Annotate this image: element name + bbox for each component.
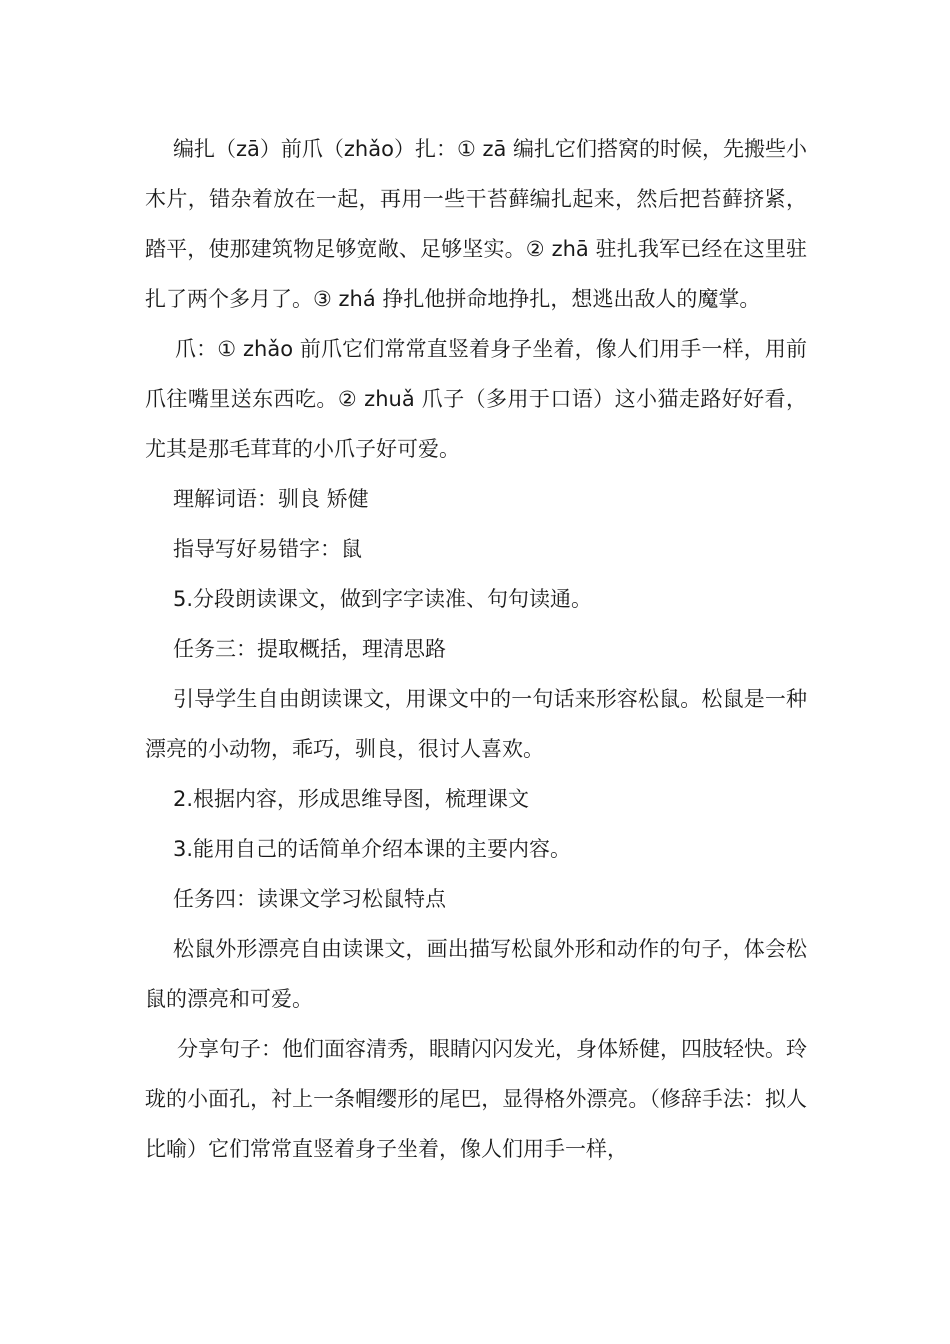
- paragraph-guide-reading: 引导学生自由朗读课文，用课文中的一句话来形容松鼠。松鼠是一种漂亮的小动物，乖巧，驯良，很讨人喜欢。: [145, 687, 807, 761]
- paragraph-appearance: 松鼠外形漂亮自由读课文，画出描写松鼠外形和动作的句子，体会松鼠的漂亮和可爱。: [145, 937, 807, 1011]
- document-page: [145, 124, 807, 1174]
- paragraph-polyphone-zha: 编扎（zā）前爪（zhǎo）扎：① zā 编扎它们搭窝的时候，先搬些小木片，错杂着放在一起，再用一些干苔藓编扎起来，然后把苔藓挤紧，踏平，使那建筑物足够宽敞、足够坚实。② zhā 驻扎我军已经在这里驻扎了两个多月了。③ zhá 挣扎他拼命地挣扎，想逃出敌人的魔掌。: [145, 137, 808, 311]
- paragraph-vocabulary: 理解词语：驯良 矫健: [173, 487, 369, 511]
- task-three-heading: 任务三：提取概括，理清思路: [173, 637, 446, 661]
- paragraph-step-2: 2.根据内容，形成思维导图，梳理课文: [173, 787, 530, 811]
- paragraph-share-sentences: 分享句子：他们面容清秀，眼睛闪闪发光，身体矫健，四肢轻快。玲珑的小面孔，衬上一条帽缨形的尾巴，显得格外漂亮。（修辞手法：拟人 比喻）它们常常直竖着身子坐着，像人们用手一样，: [145, 1037, 807, 1161]
- paragraph-polyphone-zhao: 爪：① zhǎo 前爪它们常常直竖着身子坐着，像人们用手一样，用前爪往嘴里送东西吃。② zhuǎ 爪子（多用于口语）这小猫走路好好看，尤其是那毛茸茸的小爪子好可爱。: [145, 337, 807, 461]
- paragraph-error-prone-character: 指导写好易错字：鼠: [173, 537, 362, 561]
- task-four-heading: 任务四：读课文学习松鼠特点: [173, 887, 446, 911]
- paragraph-step-5: 5.分段朗读课文，做到字字读准、句句读通。: [173, 587, 593, 611]
- paragraph-step-3: 3.能用自己的话简单介绍本课的主要内容。: [173, 837, 572, 861]
